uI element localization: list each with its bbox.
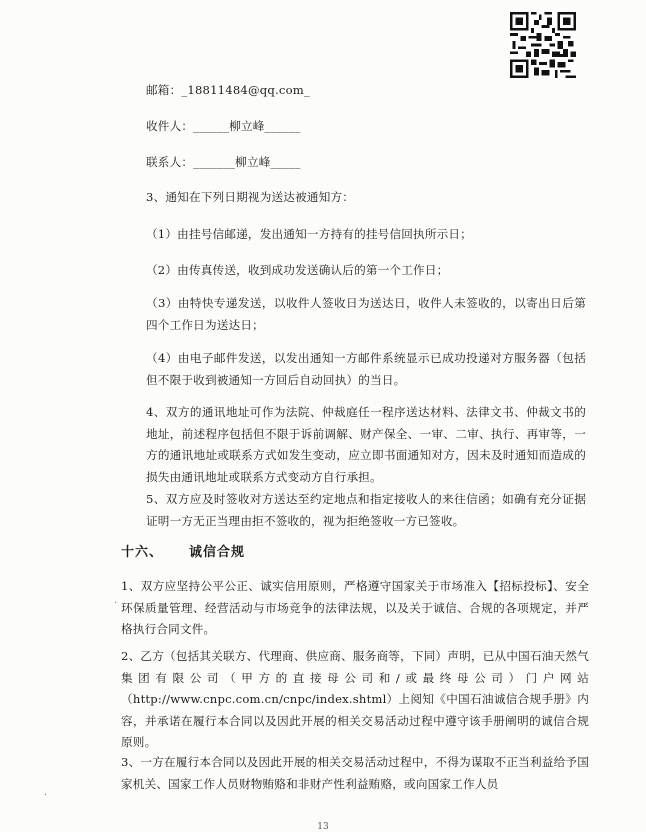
clause-4: 4、双方的通讯地址可作为法院、仲裁庭任一程序送达材料、法律文书、仲裁文书的地址，前述程序包括但不限于诉前调解、财产保全、一审、二审、执行、再审等，一方的通讯地址或联系方式如发生变动，应立即书面通知对方，因未及时通知而造成的损失由通讯地址或联系方式变动方自行承担。 (146, 405, 586, 484)
clause-3-4: （4）由电子邮件发送，以发出通知一方邮件系统显示已成功投递对方服务器（包括但不限于收到被通知一方回后自动回执）的当日。 (146, 351, 586, 387)
margin-mark: · (114, 598, 118, 609)
email-line: 邮箱：_18811484@qq.com_ (146, 83, 310, 97)
section-number: 十六、 (121, 545, 164, 560)
clause-3-3: （3）由特快专递发送，以收件人签收日为送达日，收件人未签收的，以寄出日后第四个工作日为送达日； (146, 296, 586, 332)
compliance-clause-1: 1、双方应坚持公平公正、诚实信用原则，严格遵守国家关于市场准入【招标投标】、安全环保质量管理、经营活动与市场竞争的法律法规，以及关于诚信、合规的各项规定，并严格执行合同文件。 (121, 579, 589, 636)
section-title: 诚信合规 (189, 545, 246, 560)
clause-3-intro: 3、通知在下列日期视为送达被通知方： (146, 190, 355, 204)
margin-mark-bottom: · (44, 790, 48, 801)
section-heading (121, 541, 245, 560)
clause-3-1: （1）由挂号信邮递，发出通知一方持有的挂号信回执所示日； (146, 227, 473, 241)
page-number: 13 (317, 822, 329, 832)
clause-5: 5、双方应及时签收对方送达至约定地点和指定接收人的来往信函；如确有充分证据证明一方无正当理由拒不签收的，视为拒绝签收一方已签收。 (146, 492, 586, 528)
compliance-clause-2: 2、乙方（包括其关联方、代理商、供应商、服务商等，下同）声明，已从中国石油天然气集团有限公司（甲方的直接母公司和/或最终母公司）门户网站（http://www.cnpc.com.cn/cnpc/index.shtml）上阅知《中国石油诚信合规手册》内容，并承诺在履行本合同以及因此开展的相关交易活动过程中遵守该手册阐明的诚信合规原则。 (121, 649, 589, 749)
compliance-clause-3: 3、一方在履行本合同以及因此开展的相关交易活动过程中，不得为谋取不正当利益给予国家机关、国家工作人员财物贿赂和非财产性利益贿赂，或向国家工作人员 (121, 755, 589, 791)
clause-3-2: （2）由传真传送，收到成功发送确认后的第一个工作日； (146, 263, 449, 277)
contact-person-line: 联系人：_______柳立峰_____ (146, 155, 301, 169)
qr-code-icon (510, 12, 576, 78)
recipient-line: 收件人：______柳立峰______ (146, 119, 301, 133)
